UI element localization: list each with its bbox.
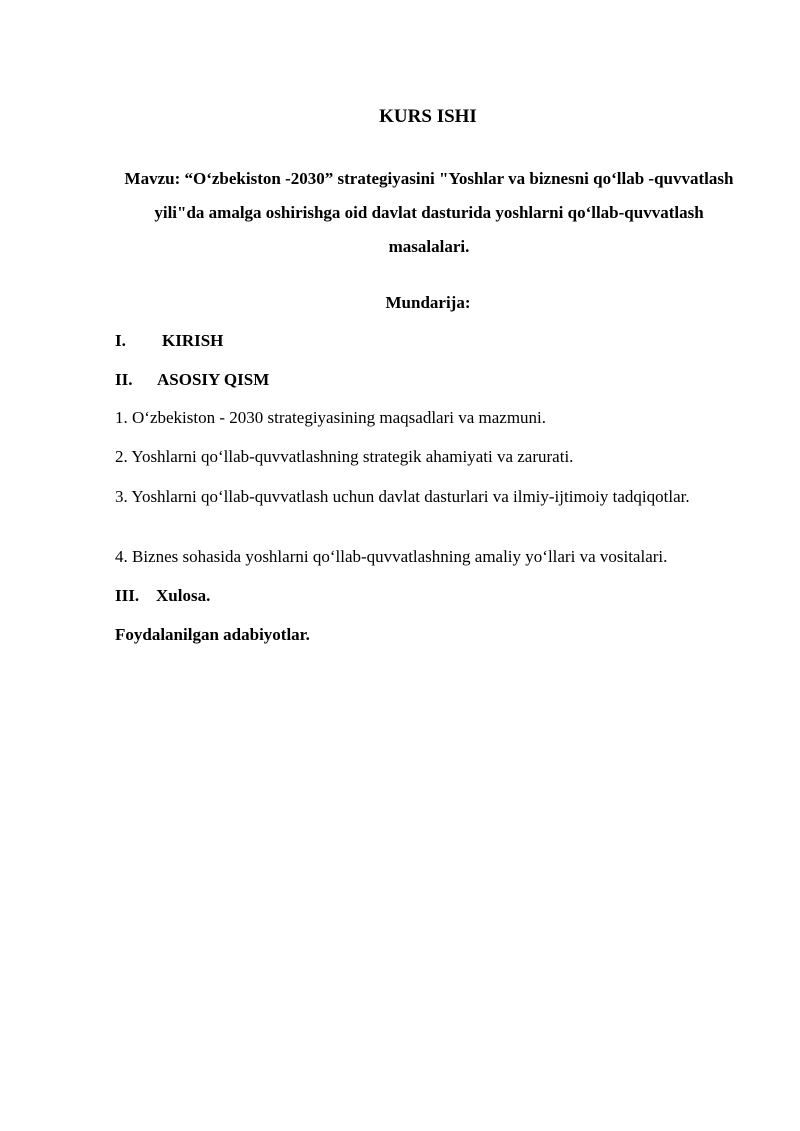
toc-section-label: ASOSIY QISM <box>157 370 270 389</box>
toc-section-number: II. <box>115 370 133 389</box>
toc-item: 4. Biznes sohasida yoshlarni qo‘llab-quvvatlashning amaliy yo‘llari va vositalari. <box>115 547 668 566</box>
document-title: KURS ISHI <box>379 106 477 127</box>
toc-section-number: III. <box>115 586 140 605</box>
toc-item: 1. O‘zbekiston - 2030 strategiyasining maqsadlari va mazmuni. <box>115 408 547 427</box>
toc-references: Foydalanilgan adabiyotlar. <box>115 625 310 644</box>
toc-section-main <box>115 370 269 390</box>
toc-section-intro <box>115 331 223 351</box>
toc-item: 3. Yoshlarni qo‘llab-quvvatlash uchun davlat dasturlari va ilmiy-ijtimoiy tadqiqotlar. <box>115 487 690 506</box>
toc-section-conclusion <box>115 586 210 606</box>
document-subject: Mavzu: “O‘zbekiston -2030” strategiyasini "Yoshlar va biznesni qo‘llab -quvvatlash yili"da amalga oshirishga oid davlat dasturida yoshlarni qo‘llab-quvvatlash masalalari. <box>124 169 734 256</box>
toc-heading: Mundarija: <box>385 293 471 312</box>
toc-section-label: Xulosa. <box>156 586 211 605</box>
toc-section-number: I. <box>115 331 126 350</box>
toc-section-label: KIRISH <box>162 331 224 350</box>
toc-item: 2. Yoshlarni qo‘llab-quvvatlashning strategik ahamiyati va zarurati. <box>115 447 574 466</box>
